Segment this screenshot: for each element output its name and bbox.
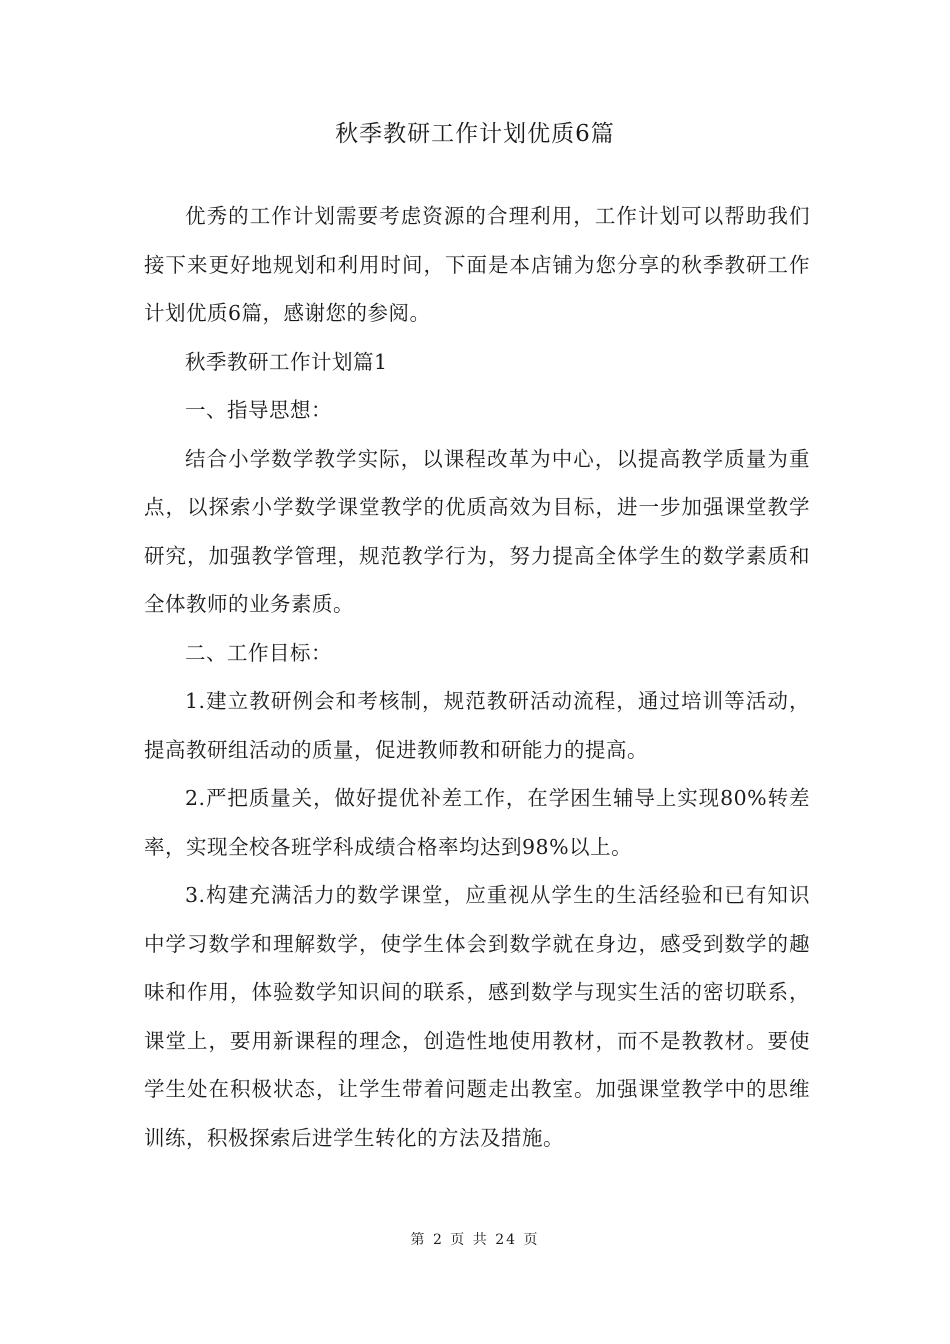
document-title: 秋季教研工作计划优质6篇 bbox=[335, 121, 615, 147]
heading-work-goals: 二、工作目标： bbox=[185, 640, 332, 665]
paragraph-guiding-ideology: 结合小学数学教学实际，以课程改革为中心，以提高教学质量为重点，以探索小学数学课堂教学的优质高效为目标，进一步加强课堂教学研究，加强教学管理，规范教学行为，努力提高全体学生的数学素质和全体教师的业务素质。 bbox=[144, 446, 810, 616]
paragraph-goal-2: 2.严把质量关，做好提优补差工作，在学困生辅导上实现80%转差率，实现全校各班学科成绩合格率均达到98%以上。 bbox=[144, 786, 810, 859]
section-heading-plan-1: 秋季教研工作计划篇1 bbox=[185, 349, 388, 374]
document-body bbox=[144, 192, 810, 1162]
page-number-footer: 第 2 页 共 24 页 bbox=[410, 1232, 540, 1248]
heading-guiding-ideology: 一、指导思想： bbox=[185, 398, 332, 422]
paragraph-goal-3: 3.构建充满活力的数学课堂，应重视从学生的生活经验和已有知识中学习数学和理解数学，使学生体会到数学就在身边，感受到数学的趣味和作用，体验数学知识间的联系，感到数学与现实生活的密切联系，课堂上，要用新课程的理念，创造性地使用教材，而不是教教材。要使学生处在积极状态，让学生带着问题走出教室。加强课堂教学中的思维训练，积极探索后进学生转化的方法及措施。 bbox=[144, 883, 810, 1150]
paragraph-intro: 优秀的工作计划需要考虑资源的合理利用，工作计划可以帮助我们接下来更好地规划和利用时间，下面是本店铺为您分享的秋季教研工作计划优质6篇，感谢您的参阅。 bbox=[144, 204, 810, 325]
paragraph-goal-1: 1.建立教研例会和考核制，规范教研活动流程，通过培训等活动，提高教研组活动的质量，促进教师教和研能力的提高。 bbox=[144, 689, 810, 762]
